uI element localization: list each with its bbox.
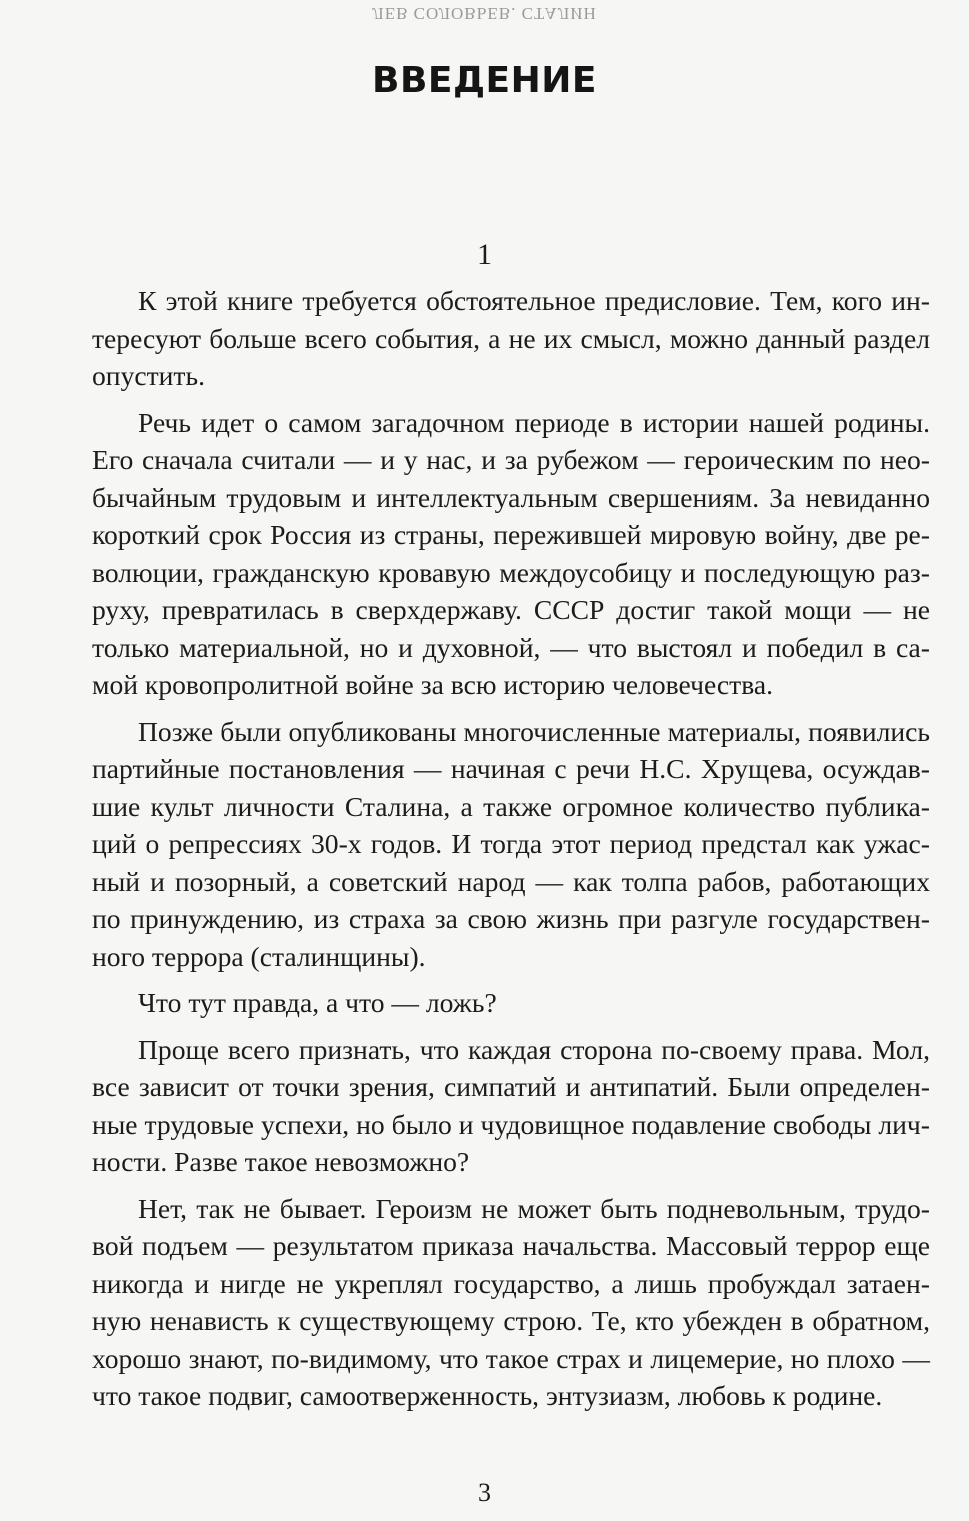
text-line: что такое подвиг, самоотверженность, энтузиазм, любовь к родине. (92, 1380, 883, 1411)
text-line: руху, превратилась в сверхдержаву. СССР достиг такой мощи — не (92, 594, 930, 625)
body-text (46, 282, 930, 1424)
text-line: шие культ личности Сталина, а также огромное количество публика- (92, 790, 930, 822)
text-line: ности. Разве такое невозможно? (92, 1146, 470, 1177)
text-line: вой подъем — результатом приказа начальства. Массовый террор еще (92, 1230, 930, 1261)
text-line: волюции, гражданскую кровавую междоусобицу и последующую раз- (92, 556, 930, 588)
paragraph (46, 1190, 930, 1415)
text-line: Проще всего признать, что каждая сторона по-своему права. Мол, (138, 1033, 930, 1065)
text-line: ный и позорный, а советский народ — как толпа рабов, работающих (92, 865, 930, 897)
section-number: 1 (477, 238, 492, 271)
text-line: тересуют больше всего события, а не их смысл, можно данный раздел (92, 322, 930, 354)
text-line: опустить. (92, 360, 205, 391)
paragraph (46, 404, 930, 704)
paragraph (46, 984, 930, 1022)
paragraph (46, 282, 930, 395)
text-line: ные трудовые успехи, но было и чудовищное подавление свободы лич- (92, 1108, 930, 1140)
text-line: ций о репрессиях 30-х годов. И тогда этот период предстал как ужас- (92, 828, 930, 859)
text-line: хорошо знают, по-видимому, что такое страх и лицемерие, но плохо — (92, 1342, 930, 1374)
text-line: мой кровопролитной войне за всю историю человечества. (92, 669, 774, 700)
page-number: 3 (478, 1478, 491, 1507)
text-line: ную ненависть к существующему строю. Те, кто убежден в обратном, (92, 1305, 930, 1336)
text-line: ного террора (сталинщины). (92, 940, 426, 972)
running-head-bleedthrough: ЛЕВ СОЛОВЬЕВ. СТАЛИН (372, 4, 597, 23)
text-line: Что тут правда, а что — ложь? (138, 987, 497, 1018)
text-line: Нет, так не бывает. Героизм не может быть подневольным, трудо- (138, 1192, 930, 1224)
text-line: Его сначала считали — и у нас, и за рубежом — героическим по нео- (92, 444, 930, 475)
text-line: по принуждению, из страха за свою жизнь при разгуле государствен- (92, 903, 930, 934)
paragraph (46, 1031, 930, 1181)
text-line: К этой книге требуется обстоятельное предисловие. Тем, кого ин- (138, 285, 930, 316)
text-line: только материальной, но и духовной, — что выстоял и победил в са- (92, 631, 930, 663)
chapter-title: ВВЕДЕНИЕ (372, 60, 597, 101)
paragraph (46, 713, 930, 976)
text-line: Речь идет о самом загадочном периоде в истории нашей родины. (138, 406, 930, 438)
text-line: бычайным трудовым и интеллектуальным свершениям. За невиданно (92, 481, 930, 513)
text-line: короткий срок Россия из страны, пережившей мировую войну, две ре- (92, 519, 930, 550)
text-line: Позже были опубликованы многочисленные материалы, появились (138, 715, 930, 747)
text-line: никогда и нигде не укреплял государство, а лишь пробуждал затаен- (92, 1267, 930, 1299)
text-line: все зависит от точки зрения, симпатий и антипатий. Были определен- (92, 1071, 930, 1102)
text-line: партийные постановления — начиная с речи Н.С. Хрущева, осуждав- (92, 753, 930, 784)
